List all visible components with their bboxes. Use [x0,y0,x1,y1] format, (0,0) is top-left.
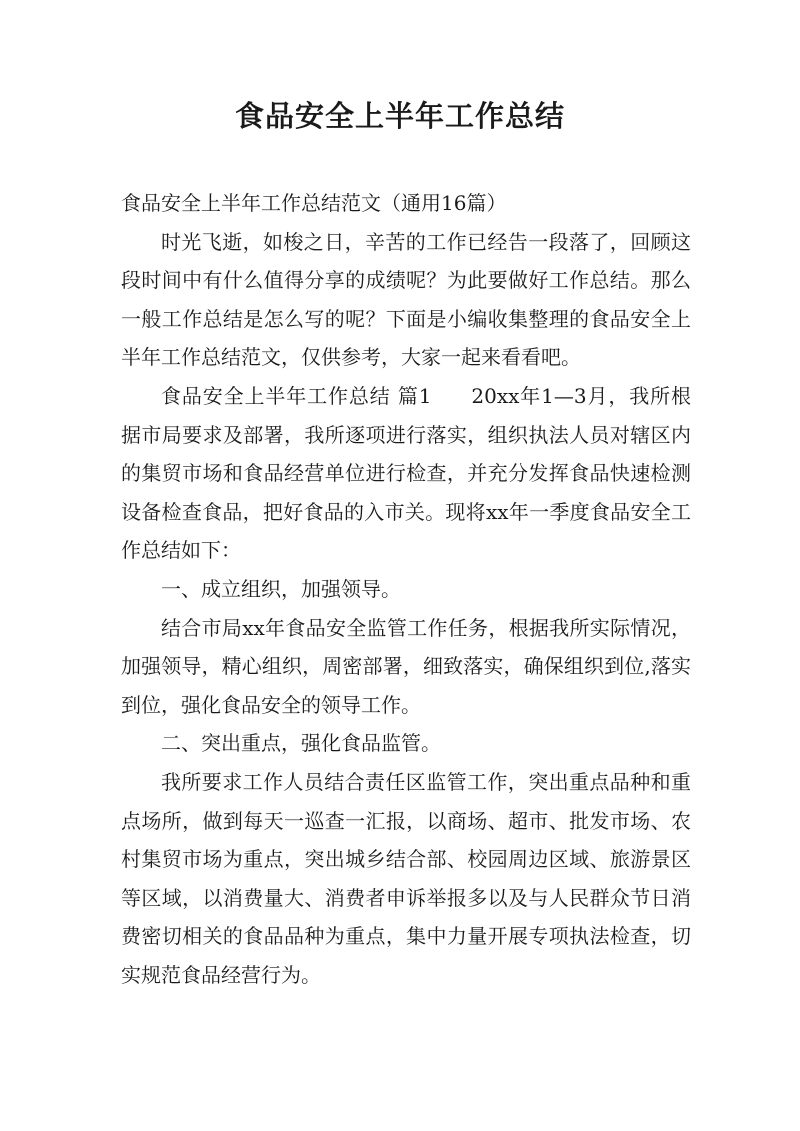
heading-1: 一、成立组织，加强领导。 [161,576,401,601]
document-title: 食品安全上半年工作总结 [234,99,565,133]
intro-paragraph: 时光飞逝，如梭之日，辛苦的工作已经告一段落了，回顾这段时间中有什么值得分享的成绩呢？为此要做好工作总结。那么一般工作总结是怎么写的呢？下面是小编收集整理的食品安全上半年工作总结范文，仅供参考，大家一起来看看吧。 [121,229,691,370]
paragraph-2: 我所要求工作人员结合责任区监管工作，突出重点品种和重点场所，做到每天一巡查一汇报，以商场、超市、批发市场、农村集贸市场为重点，突出城乡结合部、校园周边区域、旅游景区等区域，以消费量大、消费者申诉举报多以及与人民群众节日消费密切相关的食品品种为重点，集中力量开展专项执法检查，切实规范食品经营行为。 [121,769,691,987]
heading-2: 二、突出重点，强化食品监管。 [161,731,441,756]
section-label: 食品安全上半年工作总结 篇1 [161,383,432,408]
section-paragraph [121,377,691,570]
document-subtitle: 食品安全上半年工作总结范文（通用16篇） [121,191,507,215]
document-body [121,184,691,994]
paragraph-1: 结合市局xx年食品安全监管工作任务，根据我所实际情况，加强领导，精心组织，周密部署，细致落实，确保组织到位,落实到位，强化食品安全的领导工作。 [121,615,691,717]
section-text: 20xx年1—3月，我所根据市局要求及部署，我所逐项进行落实，组织执法人员对辖区内的集贸市场和食品经营单位进行检查，并充分发挥食品快速检测设备检查食品，把好食品的入市关。现将xx年一季度食品安全工作总结如下： [121,383,691,563]
